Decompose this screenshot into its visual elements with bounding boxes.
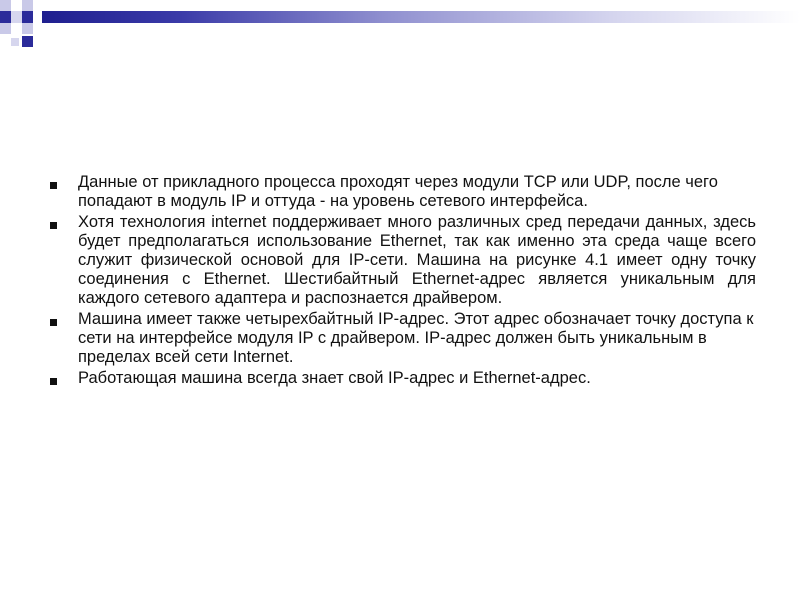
decor-square: [0, 0, 11, 11]
decor-square: [22, 11, 33, 23]
bullet-text: Хотя технология internet поддерживает много различных сред передачи данных, здесь будет предполагаться использование Ethernet, так как именно эта среда чаще всего служит физической основой для IP-сети. Машина на рисунке 4.1 имеет одну точку соединения с Ethernet. Шестибайтный Ethernet-адрес является уникальным для каждого сетевого адаптера и распознается драйвером.: [78, 213, 756, 307]
decor-square: [22, 36, 33, 47]
decor-square: [11, 11, 22, 23]
square-bullet-icon: [50, 222, 57, 229]
decor-square: [33, 11, 42, 23]
slide-body: [50, 173, 756, 390]
header-strip: [42, 11, 800, 23]
bullet-text: Данные от прикладного процесса проходят через модули TCP или UDP, после чего попадают в модуль IP и оттуда - на уровень сетевого интерфейса.: [78, 173, 718, 210]
bullet-text: Работающая машина всегда знает свой IP-адрес и Ethernet-адрес.: [78, 369, 591, 387]
bullet-item: [50, 310, 756, 367]
decor-square: [0, 11, 11, 23]
bullet-item: [50, 173, 756, 211]
decor-square: [11, 0, 22, 11]
bullet-item: [50, 369, 756, 388]
square-bullet-icon: [50, 182, 57, 189]
bullet-text: Машина имеет также четырехбайтный IP-адрес. Этот адрес обозначает точку доступа к сети на интерфейсе модуля IP с драйвером. IP-адрес должен быть уникальным в пределах всей сети Internet.: [78, 310, 754, 366]
bullet-item: [50, 213, 756, 308]
square-bullet-icon: [50, 319, 57, 326]
decor-square: [22, 0, 33, 11]
decor-square: [11, 38, 19, 46]
decor-square: [22, 23, 33, 34]
decor-square: [11, 23, 22, 34]
header-decoration: [0, 0, 800, 60]
square-bullet-icon: [50, 378, 57, 385]
decor-square: [33, 0, 42, 11]
decor-square: [0, 23, 11, 34]
